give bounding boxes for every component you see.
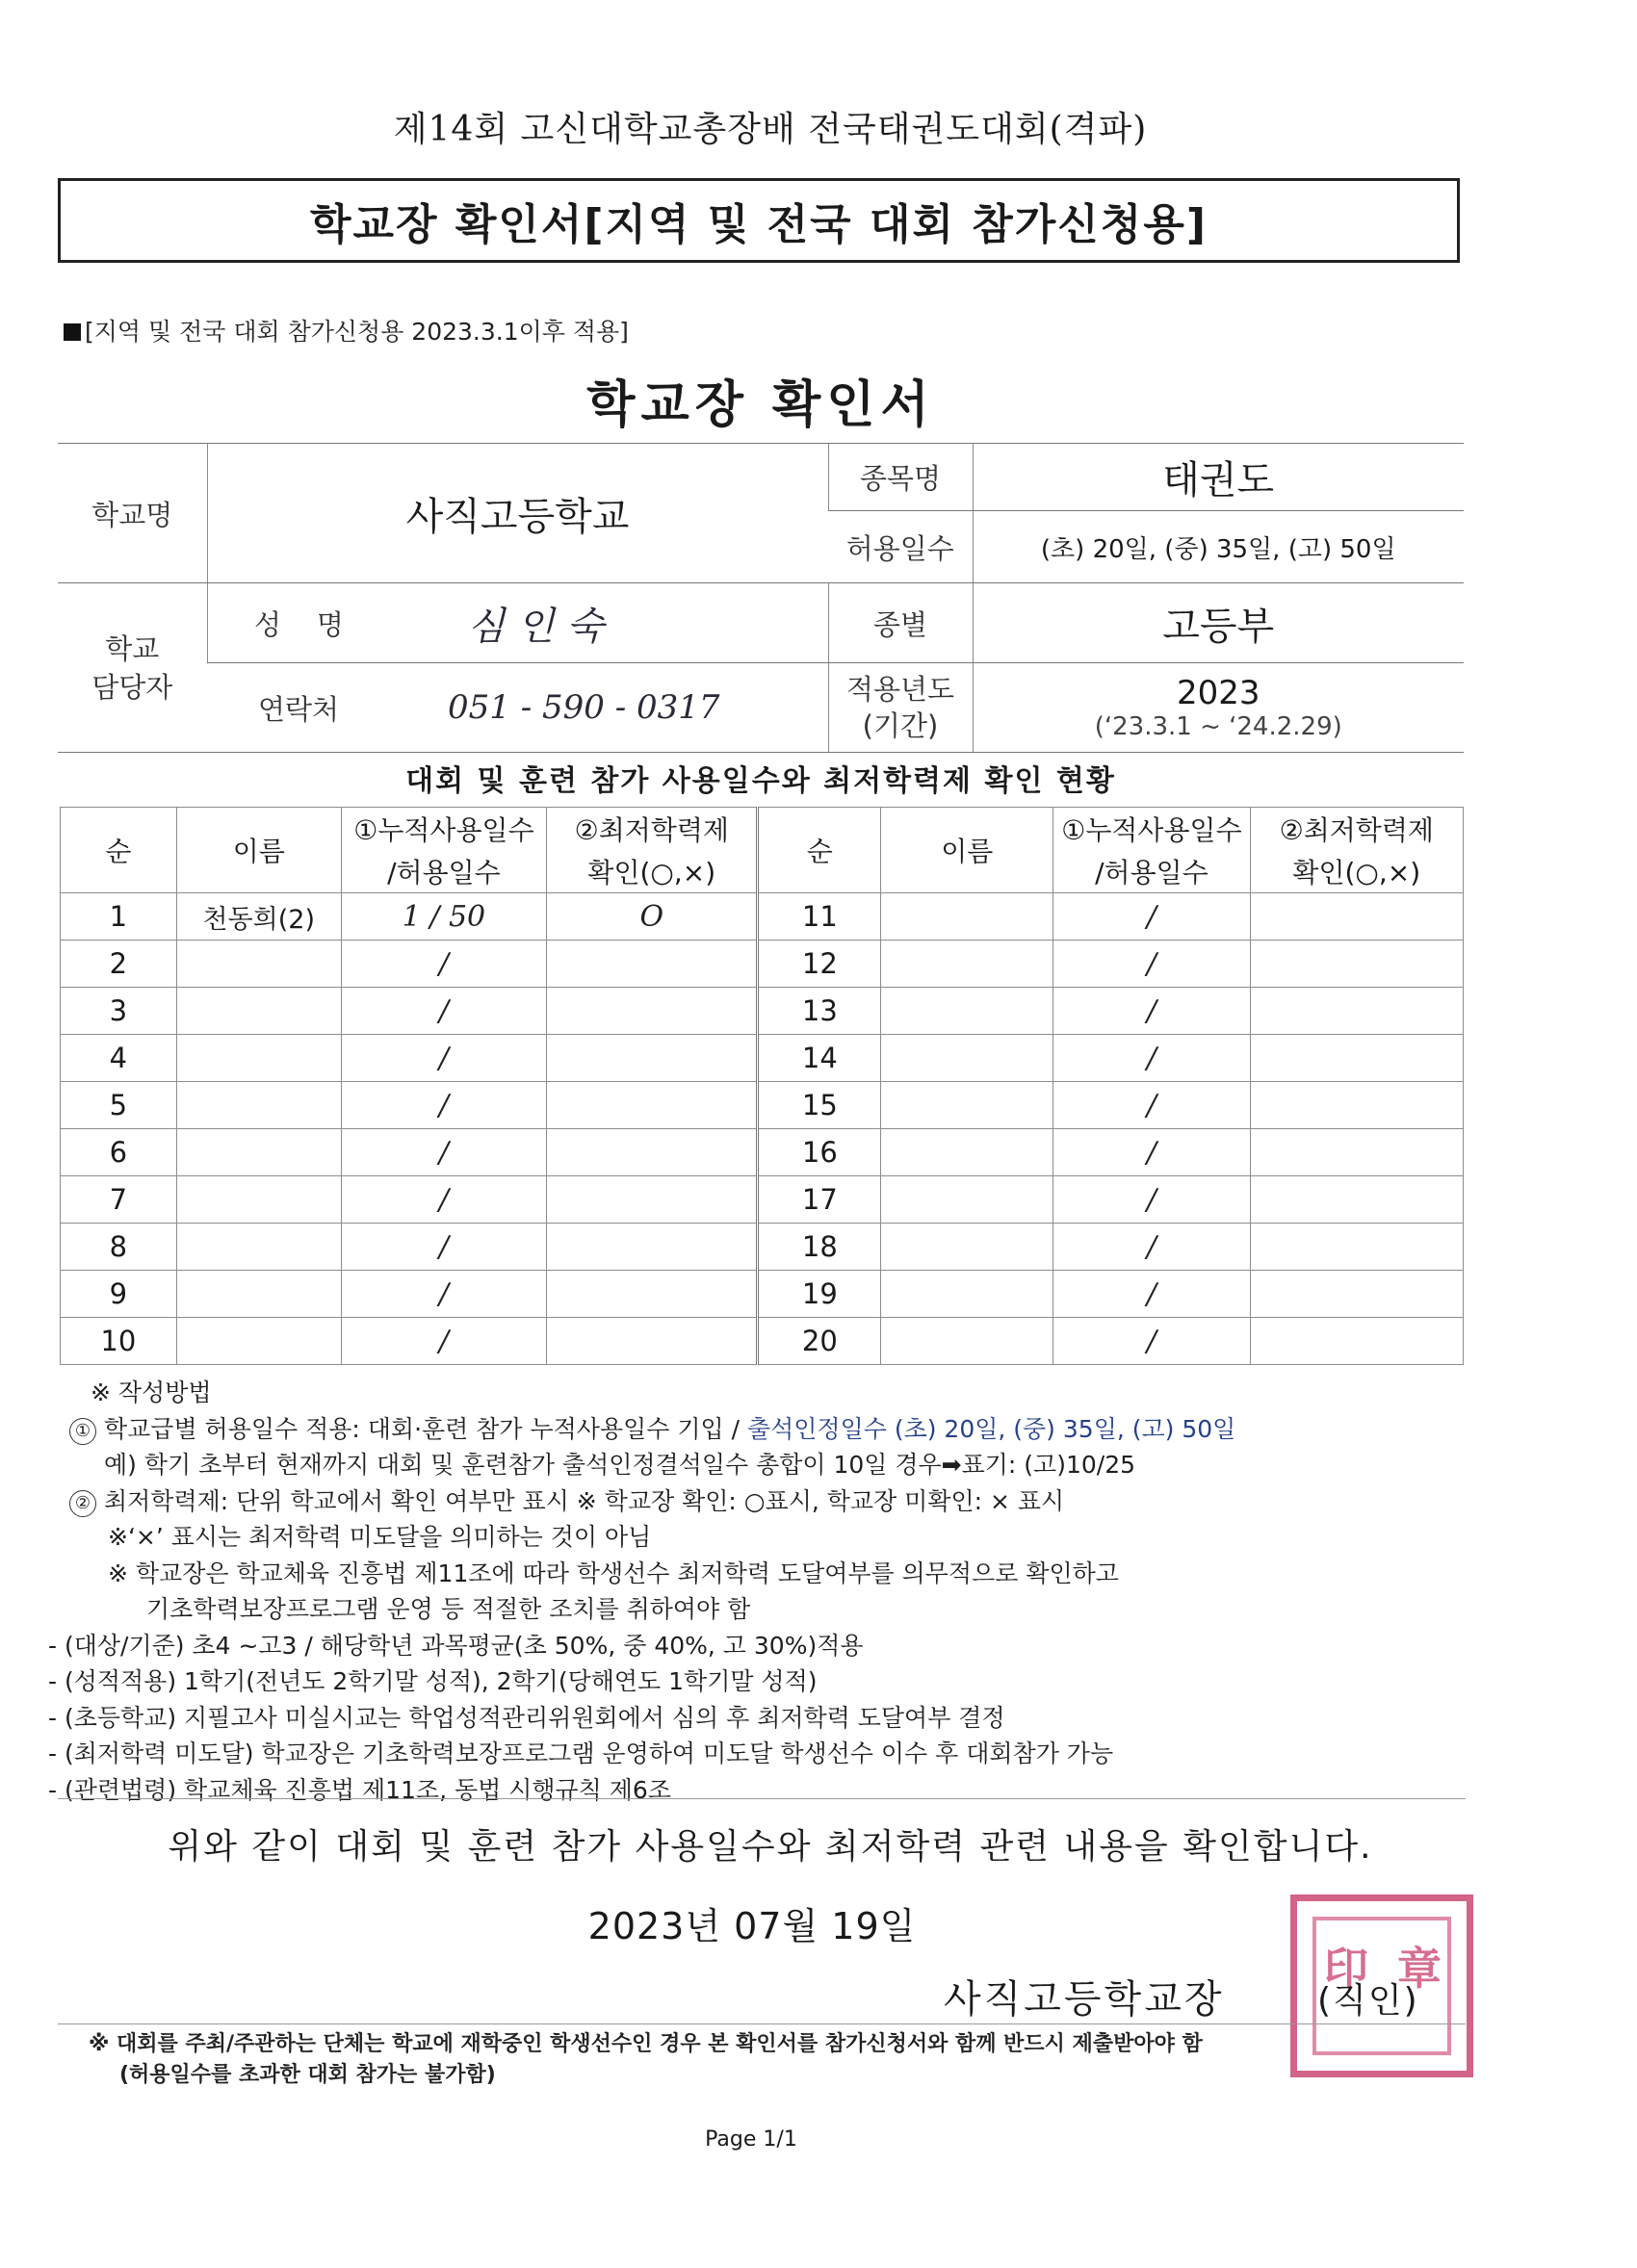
- event-title: 제14회 고신대학교총장배 전국태권도대회(격파): [393, 110, 1148, 149]
- principal-name: 사직고등학교장: [944, 1977, 1225, 2022]
- phone-value: 051 - 590 - 0317: [448, 688, 720, 727]
- divider: [58, 1798, 1466, 1799]
- row-days: /: [1053, 893, 1250, 941]
- row-days: /: [341, 1129, 546, 1176]
- detail-below-minimum: - (최저학력 미도달) 학교장은 기초학력보장프로그램 운영하여 미도달 학생선수 이수 후 대회참가 가능: [48, 1740, 1114, 1767]
- instructions: [48, 1375, 1475, 1808]
- note-1-text: 학교급별 허용일수 적용: 대회·훈련 참가 누적사용일수 기입 /: [104, 1414, 747, 1443]
- row-name: [176, 1035, 341, 1082]
- applicability-text: [지역 및 전국 대회 참가신청용 2023.3.1이후 적용]: [85, 318, 629, 346]
- info-table: [58, 443, 1464, 753]
- row-check: [1250, 988, 1463, 1035]
- row-no: 4: [61, 1035, 177, 1082]
- page-number: Page 1/1: [705, 2127, 797, 2152]
- row-days: /: [341, 1176, 546, 1224]
- row-check: [1250, 1082, 1463, 1129]
- footnote-line-1: ※ 대회를 주최/주관하는 단체는 학교에 재학중인 학생선수인 경우 본 확인서를 참가신청서와 함께 반드시 제출받아야 함: [89, 2032, 1203, 2056]
- detail-elementary: - (초등학교) 지필고사 미실시교는 학업성적관리위원회에서 심의 후 최저학력 도달여부 결정: [48, 1703, 1005, 1732]
- row-days: 1 / 50: [341, 893, 546, 941]
- header-days-2: /허용일수: [1053, 850, 1250, 893]
- row-no: 10: [61, 1318, 177, 1365]
- header-no: 순: [758, 808, 881, 893]
- row-name: [881, 1035, 1053, 1082]
- row-check: [1250, 1035, 1463, 1082]
- row-name: [176, 1129, 341, 1176]
- issue-date: 2023년 07월 19일: [587, 1905, 917, 1947]
- row-days: /: [1053, 1035, 1250, 1082]
- row-name: [176, 1271, 341, 1318]
- row-no: 12: [758, 941, 881, 988]
- event-label: 종목명: [828, 444, 973, 511]
- applicability-note: [64, 313, 629, 348]
- row-no: 15: [758, 1082, 881, 1129]
- row-days: /: [1053, 988, 1250, 1035]
- row-name: [176, 1082, 341, 1129]
- row-name: [881, 893, 1053, 941]
- row-name: [881, 1224, 1053, 1271]
- row-no: 18: [758, 1224, 881, 1271]
- table-row: [61, 941, 1464, 988]
- row-no: 3: [61, 988, 177, 1035]
- detail-grades: - (성적적용) 1학기(전년도 2학기말 성적), 2학기(당해연도 1학기말 성적): [48, 1667, 818, 1695]
- row-check: [547, 988, 758, 1035]
- row-check: [547, 1318, 758, 1365]
- row-days: /: [341, 1224, 546, 1271]
- instructions-heading: ※ 작성방법: [91, 1379, 212, 1406]
- school-name-value: 사직고등학교: [207, 444, 828, 583]
- row-days: /: [341, 1035, 546, 1082]
- row-name: [881, 941, 1053, 988]
- header-days-1: ①누적사용일수: [341, 808, 546, 851]
- row-name: [176, 941, 341, 988]
- row-name: [881, 988, 1053, 1035]
- event-value: 태권도: [973, 444, 1464, 511]
- division-label: 종별: [828, 583, 973, 663]
- row-check: O: [547, 893, 758, 941]
- period-value: (‘23.3.1 ~ ‘24.2.29): [1094, 712, 1342, 741]
- row-check: [1250, 1176, 1463, 1224]
- header-academic-2: 확인(○,×): [547, 850, 758, 893]
- header-academic-1: ②최저학력제: [1250, 808, 1463, 851]
- name-value: 심 인 숙: [467, 604, 604, 649]
- participation-table: [60, 807, 1464, 1365]
- row-days: /: [341, 1082, 546, 1129]
- row-no: 5: [61, 1082, 177, 1129]
- row-name: [176, 988, 341, 1035]
- note-2-text: 최저학력제: 단위 학교에서 확인 여부만 표시 ※ 학교장 확인: ○표시, 학교장 미확인: × 표시: [104, 1486, 1065, 1515]
- row-days: /: [1053, 1176, 1250, 1224]
- year-label: 적용년도 (기간): [828, 663, 973, 753]
- contact-person-label: 학교 담당자: [58, 583, 207, 753]
- note-2-sub-2b: 기초학력보장프로그램 운영 등 적절한 조치를 취하여야 함: [146, 1595, 751, 1623]
- table-row: [61, 1035, 1464, 1082]
- note-2-sub-1: ※‘×’ 표시는 최저학력 미도달을 의미하는 것이 아님: [108, 1523, 652, 1551]
- row-name: [881, 1129, 1053, 1176]
- row-check: [547, 1129, 758, 1176]
- footnote-line-2: (허용일수를 초과한 대회 참가는 불가함): [119, 2063, 496, 2087]
- row-name: [881, 1082, 1053, 1129]
- form-title: 학교장 확인서: [586, 376, 935, 434]
- detail-laws: - (관련법령) 학교체육 진흥법 제11조, 동법 시행규칙 제6조: [48, 1775, 671, 1804]
- note-2-sub-2a: ※ 학교장은 학교체육 진흥법 제11조에 따라 학생선수 최저학력 도달여부를 의무적으로 확인하고: [108, 1559, 1119, 1587]
- document-header: 학교장 확인서[지역 및 전국 대회 참가신청용]: [310, 200, 1208, 249]
- allowed-days-label: 허용일수: [828, 511, 973, 583]
- detail-target: - (대상/기준) 초4 ~고3 / 해당학년 과목평균(초 50%, 중 40%, 고 30%)적용: [48, 1631, 864, 1660]
- row-check: [547, 1035, 758, 1082]
- row-no: 8: [61, 1224, 177, 1271]
- header-name: 이름: [176, 808, 341, 893]
- row-name: [176, 1176, 341, 1224]
- official-seal: 印 章: [1290, 1894, 1473, 2077]
- row-no: 19: [758, 1271, 881, 1318]
- row-check: [1250, 941, 1463, 988]
- row-check: [547, 1082, 758, 1129]
- row-days: /: [341, 1318, 546, 1365]
- header-no: 순: [61, 808, 177, 893]
- row-check: [1250, 1224, 1463, 1271]
- confirmation-statement: 위와 같이 대회 및 훈련 참가 사용일수와 최저학력 관련 내용을 확인합니다.: [168, 1827, 1373, 1867]
- black-square-icon: [64, 323, 81, 341]
- row-no: 9: [61, 1271, 177, 1318]
- table-row: [61, 893, 1464, 941]
- row-days: /: [1053, 1129, 1250, 1176]
- row-no: 16: [758, 1129, 881, 1176]
- header-academic-1: ②최저학력제: [547, 808, 758, 851]
- phone-label: 연락처: [257, 692, 340, 726]
- row-no: 7: [61, 1176, 177, 1224]
- row-check: [1250, 893, 1463, 941]
- note-2-marker: ②: [69, 1490, 96, 1517]
- header-academic-2: 확인(○,×): [1250, 850, 1463, 893]
- row-name: [881, 1318, 1053, 1365]
- row-no: 11: [758, 893, 881, 941]
- row-no: 20: [758, 1318, 881, 1365]
- row-check: [1250, 1318, 1463, 1365]
- table-row: [61, 1129, 1464, 1176]
- table-row: [61, 1318, 1464, 1365]
- row-no: 6: [61, 1129, 177, 1176]
- row-no: 2: [61, 941, 177, 988]
- table-row: [61, 1082, 1464, 1129]
- row-days: /: [341, 1271, 546, 1318]
- row-check: [1250, 1129, 1463, 1176]
- row-check: [547, 941, 758, 988]
- row-days: /: [341, 941, 546, 988]
- year-value: 2023: [1176, 674, 1260, 712]
- row-name: [176, 1318, 341, 1365]
- divider: [58, 2023, 1466, 2024]
- section-title: 대회 및 훈련 참가 사용일수와 최저학력제 확인 현황: [405, 764, 1116, 798]
- footnote: [89, 2029, 1485, 2091]
- name-label: 성 명: [254, 607, 344, 641]
- row-days: /: [341, 988, 546, 1035]
- table-row: [61, 1176, 1464, 1224]
- document-header-box: [58, 178, 1460, 263]
- note-1-highlight: 출석인정일수 (초) 20일, (중) 35일, (고) 50일: [746, 1414, 1236, 1443]
- row-name: [881, 1176, 1053, 1224]
- row-no: 13: [758, 988, 881, 1035]
- header-days-2: /허용일수: [341, 850, 546, 893]
- table-row: [61, 1224, 1464, 1271]
- row-name: [176, 1224, 341, 1271]
- allowed-days-value: (초) 20일, (중) 35일, (고) 50일: [973, 511, 1464, 583]
- row-days: /: [1053, 1224, 1250, 1271]
- row-check: [547, 1176, 758, 1224]
- row-check: [547, 1224, 758, 1271]
- header-days-1: ①누적사용일수: [1053, 808, 1250, 851]
- row-days: /: [1053, 1271, 1250, 1318]
- row-no: 17: [758, 1176, 881, 1224]
- row-no: 14: [758, 1035, 881, 1082]
- row-name: 천동희(2): [176, 893, 341, 941]
- note-1-marker: ①: [69, 1418, 96, 1445]
- row-days: /: [1053, 1082, 1250, 1129]
- header-name: 이름: [881, 808, 1053, 893]
- school-name-label: 학교명: [58, 444, 207, 583]
- row-no: 1: [61, 893, 177, 941]
- row-check: [547, 1271, 758, 1318]
- table-row: [61, 1271, 1464, 1318]
- table-row: [61, 988, 1464, 1035]
- row-name: [881, 1271, 1053, 1318]
- note-1-example: 예) 학기 초부터 현재까지 대회 및 훈련참가 출석인정결석일수 총합이 10일 경우➡표기: (고)10/25: [104, 1451, 1136, 1479]
- division-value: 고등부: [973, 583, 1464, 663]
- seal-label: (직인): [1317, 1981, 1419, 2021]
- row-check: [1250, 1271, 1463, 1318]
- row-days: /: [1053, 1318, 1250, 1365]
- row-days: /: [1053, 941, 1250, 988]
